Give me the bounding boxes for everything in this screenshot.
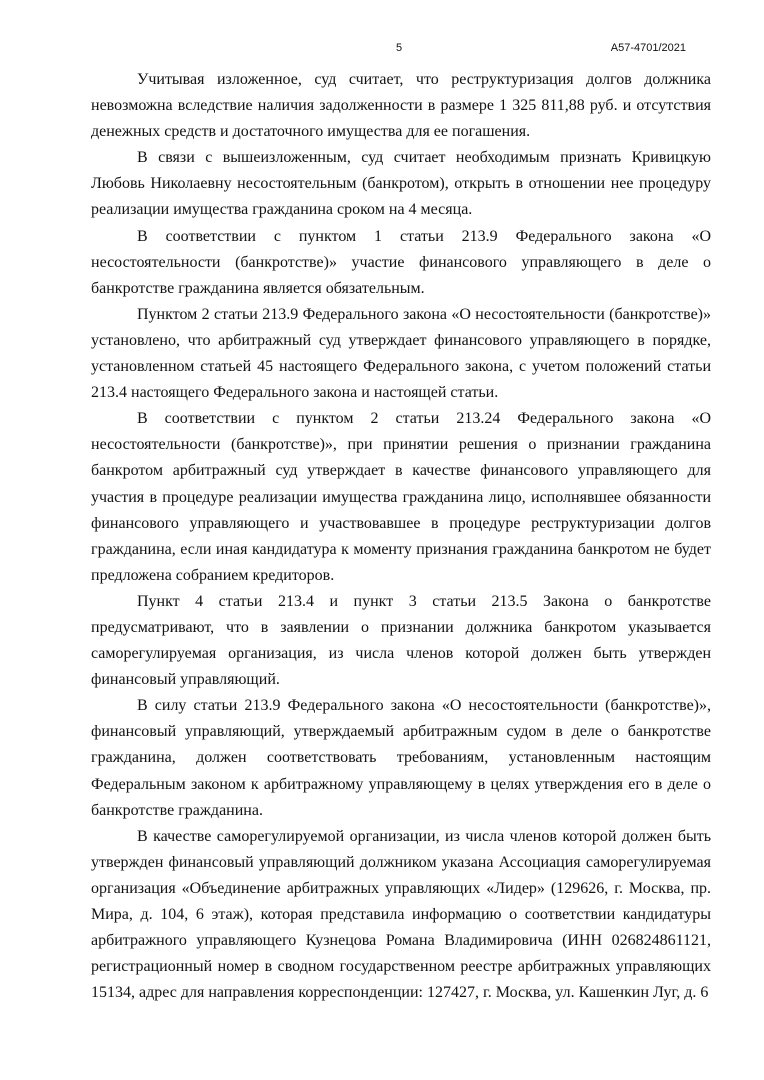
paragraph: Пункт 4 статьи 213.4 и пункт 3 статьи 213.5 Закона о банкротстве предусматривают, что в заявлении о признании должника банкротом указывается саморегулируемая организация, из числа членов которой должен быть утвержден финансовый управляющий.: [91, 592, 711, 689]
paragraph: В соответствии с пунктом 1 статьи 213.9 Федерального закона «О несостоятельности (банкротстве)» участие финансового управляющего в деле о банкротстве гражданина является обязательным.: [91, 227, 711, 297]
page-header: [0, 42, 764, 62]
paragraph: В связи с вышеизложенным, суд считает необходимым признать Кривицкую Любовь Николаевну несостоятельным (банкротом), открыть в отношении нее процедуру реализации имущества гражданина сроком на 4 месяца.: [91, 149, 711, 219]
paragraph: В качестве саморегулируемой организации, из числа членов которой должен быть утвержден финансовый управляющий должником указана Ассоциация саморегулируемая организация «Объединение арбитражных управляющих «Лидер» (129626, г. Москва, пр. Мира, д. 104, 6 этаж), которая представила информацию о соответствии кандидатуры арбитражного управляющего Кузнецова Романа Владимировича (ИНН 026824861121, регистрационный номер в сводном государственном реестре арбитражных управляющих 15134, адрес для направления корреспонденции: 127427, г. Москва, ул. Кашенкин Луг, д. 6: [91, 827, 711, 1002]
paragraph: Пунктом 2 статьи 213.9 Федерального закона «О несостоятельности (банкротстве)» установлено, что арбитражный суд утверждает финансового управляющего в порядке, установленном статьей 45 настоящего Федерального закона, с учетом положений статьи 213.4 настоящего Федерального закона и настоящей статьи.: [91, 305, 711, 402]
paragraph: Учитывая изложенное, суд считает, что реструктуризация долгов должника невозможна вследствие наличия задолженности в размере 1 325 811,88 руб. и отсутствия денежных средств и достаточного имущества для ее погашения.: [91, 71, 711, 141]
page-number: 5: [396, 42, 403, 54]
case-number: А57-4701/2021: [610, 42, 686, 54]
paragraph: В силу статьи 213.9 Федерального закона «О несостоятельности (банкротстве)», финансовый управляющий, утверждаемый арбитражным судом в деле о банкротстве гражданина, должен соответствовать требованиям, установленным настоящим Федеральным законом к арбитражному управляющему в целях утверждения его в деле о банкротстве гражданина.: [91, 697, 711, 819]
paragraph: В соответствии с пунктом 2 статьи 213.24 Федерального закона «О несостоятельности (банкротстве)», при принятии решения о признании гражданина банкротом арбитражный суд утверждает в качестве финансового управляющего для участия в процедуре реализации имущества гражданина лицо, исполнявшее обязанности финансового управляющего и участвовавшее в процедуре реструктуризации долгов гражданина, если иная кандидатура к моменту признания гражданина банкротом не будет предложена собранием кредиторов.: [91, 410, 711, 584]
document-body: [91, 67, 711, 1006]
